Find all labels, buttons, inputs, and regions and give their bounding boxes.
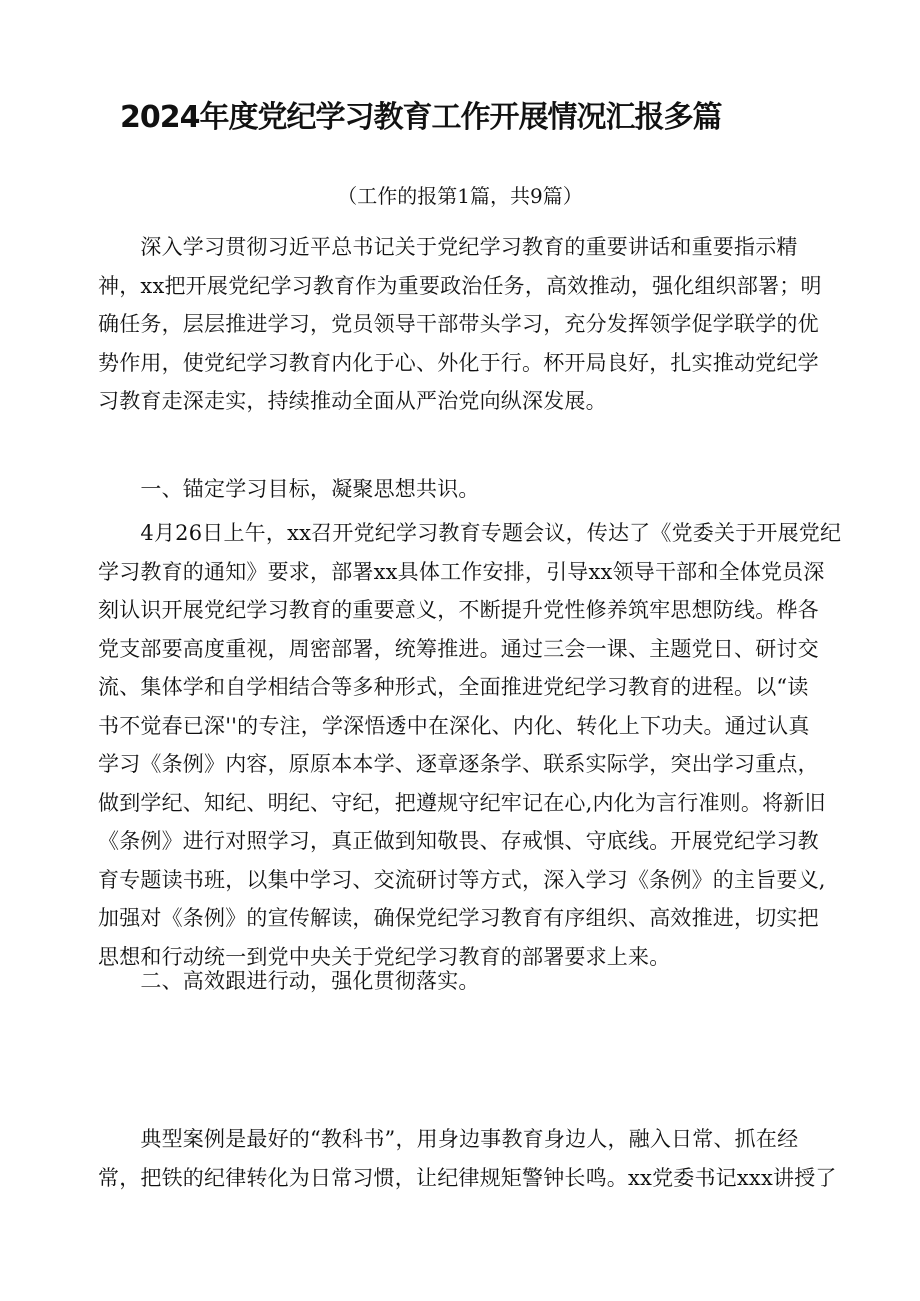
document-title: 2024年度党纪学习教育工作开展情况汇报多篇 [120, 100, 722, 135]
paragraph-line: 思想和行动统一到党中央关于党纪学习教育的部署要求上来。 [98, 944, 671, 969]
section-heading-2 [98, 962, 868, 1001]
paragraph-line: 深入学习贯彻习近平总书记关于党纪学习教育的重要讲话和重要指示精 [98, 235, 798, 259]
paragraph-line: 神，xx把开展党纪学习教育作为重要政治任务，高效推动，强化组织部署；明 [98, 273, 822, 298]
paragraph-line: 习教育走深走实，持续推动全面从严治党向纵深发展。 [98, 389, 607, 413]
paragraph-line: 典型案例是最好的“教科书”，用身边事教育身边人，融入日常、抓在经 [98, 1127, 799, 1151]
paragraph-line: 加强对《条例》的宣传解读，确保党纪学习教育有序组织、高效推进，切实把 [98, 906, 819, 930]
section-heading-1 [98, 470, 868, 509]
section-1-paragraph [98, 514, 868, 976]
paragraph-line: 流、集体学和自学相结合等多种形式，全面推进党纪学习教育的进程。以“读 [98, 675, 809, 699]
section-2-paragraph [98, 1120, 868, 1197]
paragraph-line: 书不觉春已深''的专注，学深悟透中在深化、内化、转化上下功夫。通过认真 [98, 713, 810, 738]
section-heading-text: 二、高效跟进行动，强化贯彻落实。 [98, 969, 480, 993]
paragraph-line: 育专题读书班，以集中学习、交流研讨等方式，深入学习《条例》的主旨要义, [98, 867, 826, 892]
paragraph-line: 势作用，使党纪学习教育内化于心、外化于行。杯开局良好，扎实推动党纪学 [98, 350, 819, 375]
paragraph-line: 《条例》进行对照学习，真正做到知敬畏、存戒惧、守底线。开展党纪学习教 [98, 829, 819, 853]
paragraph-line: 4月26日上午，xx召开党纪学习教育专题会议，传达了《党委关于开展党纪 [98, 521, 842, 545]
paragraph-line: 学习《条例》内容，原原本本学、逐章逐条学、联系实际学，突出学习重点， [98, 752, 819, 776]
paragraph-line: 党支部要高度重视，周密部署，统筹推进。通过三会一课、主题党日、研讨交 [98, 636, 819, 661]
paragraph-line: 做到学纪、知纪、明纪、守纪，把遵规守纪牢记在心,内化为言行准则。将新旧 [98, 790, 826, 815]
section-heading-text: 一、锚定学习目标，凝聚思想共识。 [98, 477, 480, 501]
paragraph-line: 常，把铁的纪律转化为日常习惯，让纪律规矩警钟长鸣。xx党委书记xxx讲授了 [98, 1165, 837, 1190]
paragraph-line: 确任务，层层推进学习，党员领导干部带头学习，充分发挥领学促学联学的优 [98, 312, 819, 336]
paragraph-line: 学习教育的通知》要求，部署xx具体工作安排，引导xx领导干部和全体党员深 [98, 559, 825, 584]
paragraph-line: 刻认识开展党纪学习教育的重要意义，不断提升党性修养筑牢思想防线。桦各 [98, 598, 819, 622]
document-subtitle: （工作的报第1篇，共9篇） [337, 184, 583, 208]
intro-paragraph [98, 228, 868, 421]
